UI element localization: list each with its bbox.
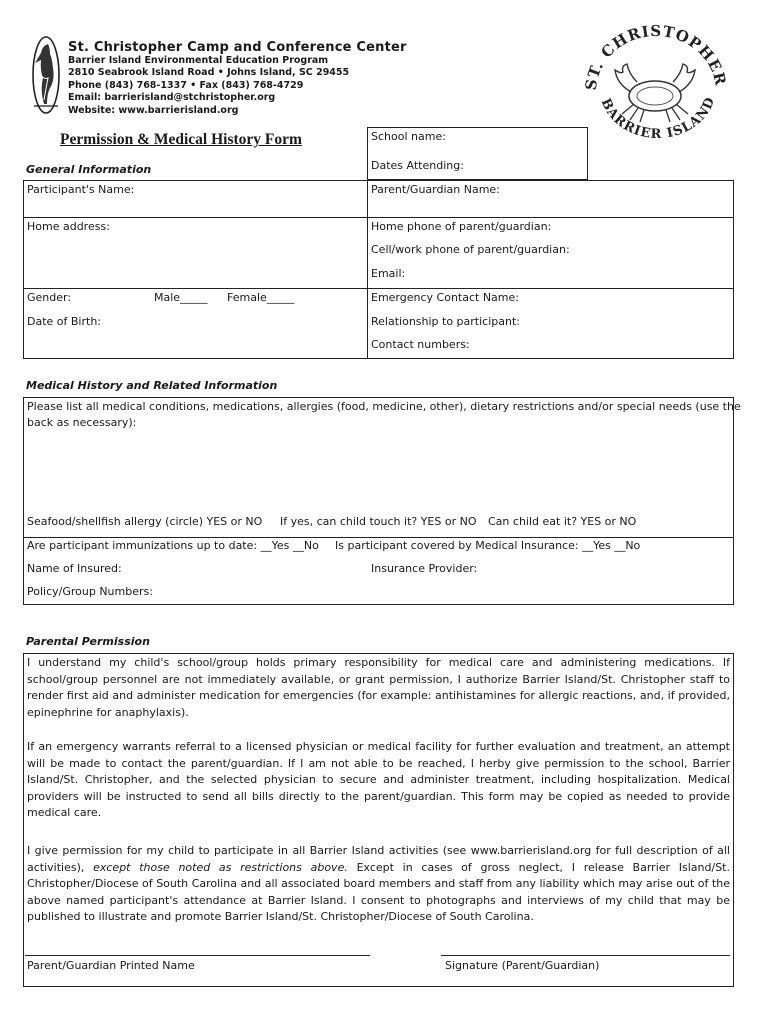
policy-numbers-field[interactable]: Policy/Group Numbers: <box>27 585 153 598</box>
general-divider <box>367 180 368 359</box>
contact-numbers-field[interactable]: Contact numbers: <box>371 338 470 351</box>
permission-text: I give permission for my child to participate in all Barrier Island activities (see www.barrierisland.org for full description of all activities), <box>27 844 730 874</box>
school-name-field[interactable]: School name: <box>371 130 446 143</box>
phone-line: Phone (843) 768-1337 • Fax (843) 768-4729 <box>68 79 304 91</box>
relationship-field[interactable]: Relationship to participant: <box>371 315 520 328</box>
gender-label: Gender: <box>27 291 72 304</box>
signature-line[interactable] <box>441 955 730 956</box>
touch-question[interactable]: If yes, can child touch it? YES or NO <box>280 515 477 528</box>
insurance-covered-question[interactable]: Is participant covered by Medical Insurance: __Yes __No <box>335 539 641 552</box>
male-option[interactable]: Male_____ <box>154 291 208 304</box>
email-field[interactable]: Email: <box>371 267 406 280</box>
permission-paragraph-1: I understand my child's school/group holds primary responsibility for medical care and administering medications. If school/group personnel are not immediately available, or grant permission, I authorize Barrier Island/St. Christopher staff to render first aid and administer medication for emergencies (for example: antihistamines for allergic reactions, and, if provided, epinephrine for anaphylaxis). <box>27 656 730 719</box>
email-line: Email: barrierisland@stchristopher.org <box>68 92 276 104</box>
printed-name-label: Parent/Guardian Printed Name <box>27 959 195 972</box>
seal-top-text: ST. CHRISTOPHER <box>582 24 728 92</box>
home-phone-field[interactable]: Home phone of parent/guardian: <box>371 220 552 233</box>
immunizations-question[interactable]: Are participant immunizations up to date: __Yes __No <box>27 539 319 552</box>
date-of-birth-field[interactable]: Date of Birth: <box>27 315 102 328</box>
general-information-heading: General Information <box>26 163 152 176</box>
organization-name: St. Christopher Camp and Conference Center <box>68 40 407 55</box>
permission-text-cont: Except in cases of gross neglect, I release Barrier Island/St. Christopher/Diocese of South Carolina and all associated board members and staff from any liability which may arise out of the above named participant's attendance at Barrier Island. I consent to photographs and interviews of my child that may be published to illustrate and promote Barrier Island/St. Christopher/Diocese of South Carolina. <box>27 860 730 923</box>
female-option[interactable]: Female_____ <box>227 291 295 304</box>
emergency-contact-field[interactable]: Emergency Contact Name: <box>371 291 519 304</box>
medical-history-heading: Medical History and Related Information <box>26 379 278 392</box>
permission-paragraph-2: If an emergency warrants referral to a licensed physician or medical facility for further evaluation and treatment, an attempt will be made to contact the parent/guardian. If I am not able to be reached, I herby give permission to the school, Barrier Island/St. Christopher, and the selected physician to secure and administer treatment, including hospitalization. Medical providers will be instructed to send all bills directly to the parent/guardian. This form may be copied as needed to provide medical care. <box>27 740 730 819</box>
parental-permission-heading: Parental Permission <box>26 635 150 648</box>
row-divider <box>23 537 734 538</box>
printed-name-line[interactable] <box>25 955 370 956</box>
form-title: Permission & Medical History Form <box>60 131 302 148</box>
restrictions-note: except those noted as restrictions above. <box>93 860 348 874</box>
seal-bottom-text: BARRIER ISLAND <box>597 94 719 143</box>
program-name: Barrier Island Environmental Education Program <box>68 55 329 66</box>
participant-name-field[interactable]: Participant's Name: <box>27 183 135 196</box>
home-address-field[interactable]: Home address: <box>27 220 110 233</box>
permission-paragraph-3 <box>27 843 730 926</box>
medical-conditions-field-cont: back as necessary): <box>27 416 137 429</box>
name-of-insured-field[interactable]: Name of Insured: <box>27 562 122 575</box>
row-divider <box>23 217 734 218</box>
organization-header <box>68 40 407 117</box>
dates-attending-field[interactable]: Dates Attending: <box>371 159 464 172</box>
pelican-logo <box>26 34 66 116</box>
guardian-name-field[interactable]: Parent/Guardian Name: <box>371 183 500 196</box>
medical-conditions-field[interactable]: Please list all medical conditions, medications, allergies (food, medicine, other), dietary restrictions and/or special needs (use the <box>27 400 741 413</box>
svg-text:BARRIER ISLAND <box>598 95 719 142</box>
row-divider <box>23 288 734 289</box>
cell-phone-field[interactable]: Cell/work phone of parent/guardian: <box>371 243 570 256</box>
seafood-allergy-question[interactable]: Seafood/shellfish allergy (circle) YES or NO <box>27 515 263 528</box>
website-line: Website: www.barrierisland.org <box>68 104 239 116</box>
insurance-provider-field[interactable]: Insurance Provider: <box>371 562 478 575</box>
eat-question[interactable]: Can child eat it? YES or NO <box>488 515 637 528</box>
address-line: 2810 Seabrook Island Road • Johns Island, SC 29455 <box>68 67 350 79</box>
signature-label: Signature (Parent/Guardian) <box>445 959 600 972</box>
barrier-island-seal <box>582 24 728 148</box>
